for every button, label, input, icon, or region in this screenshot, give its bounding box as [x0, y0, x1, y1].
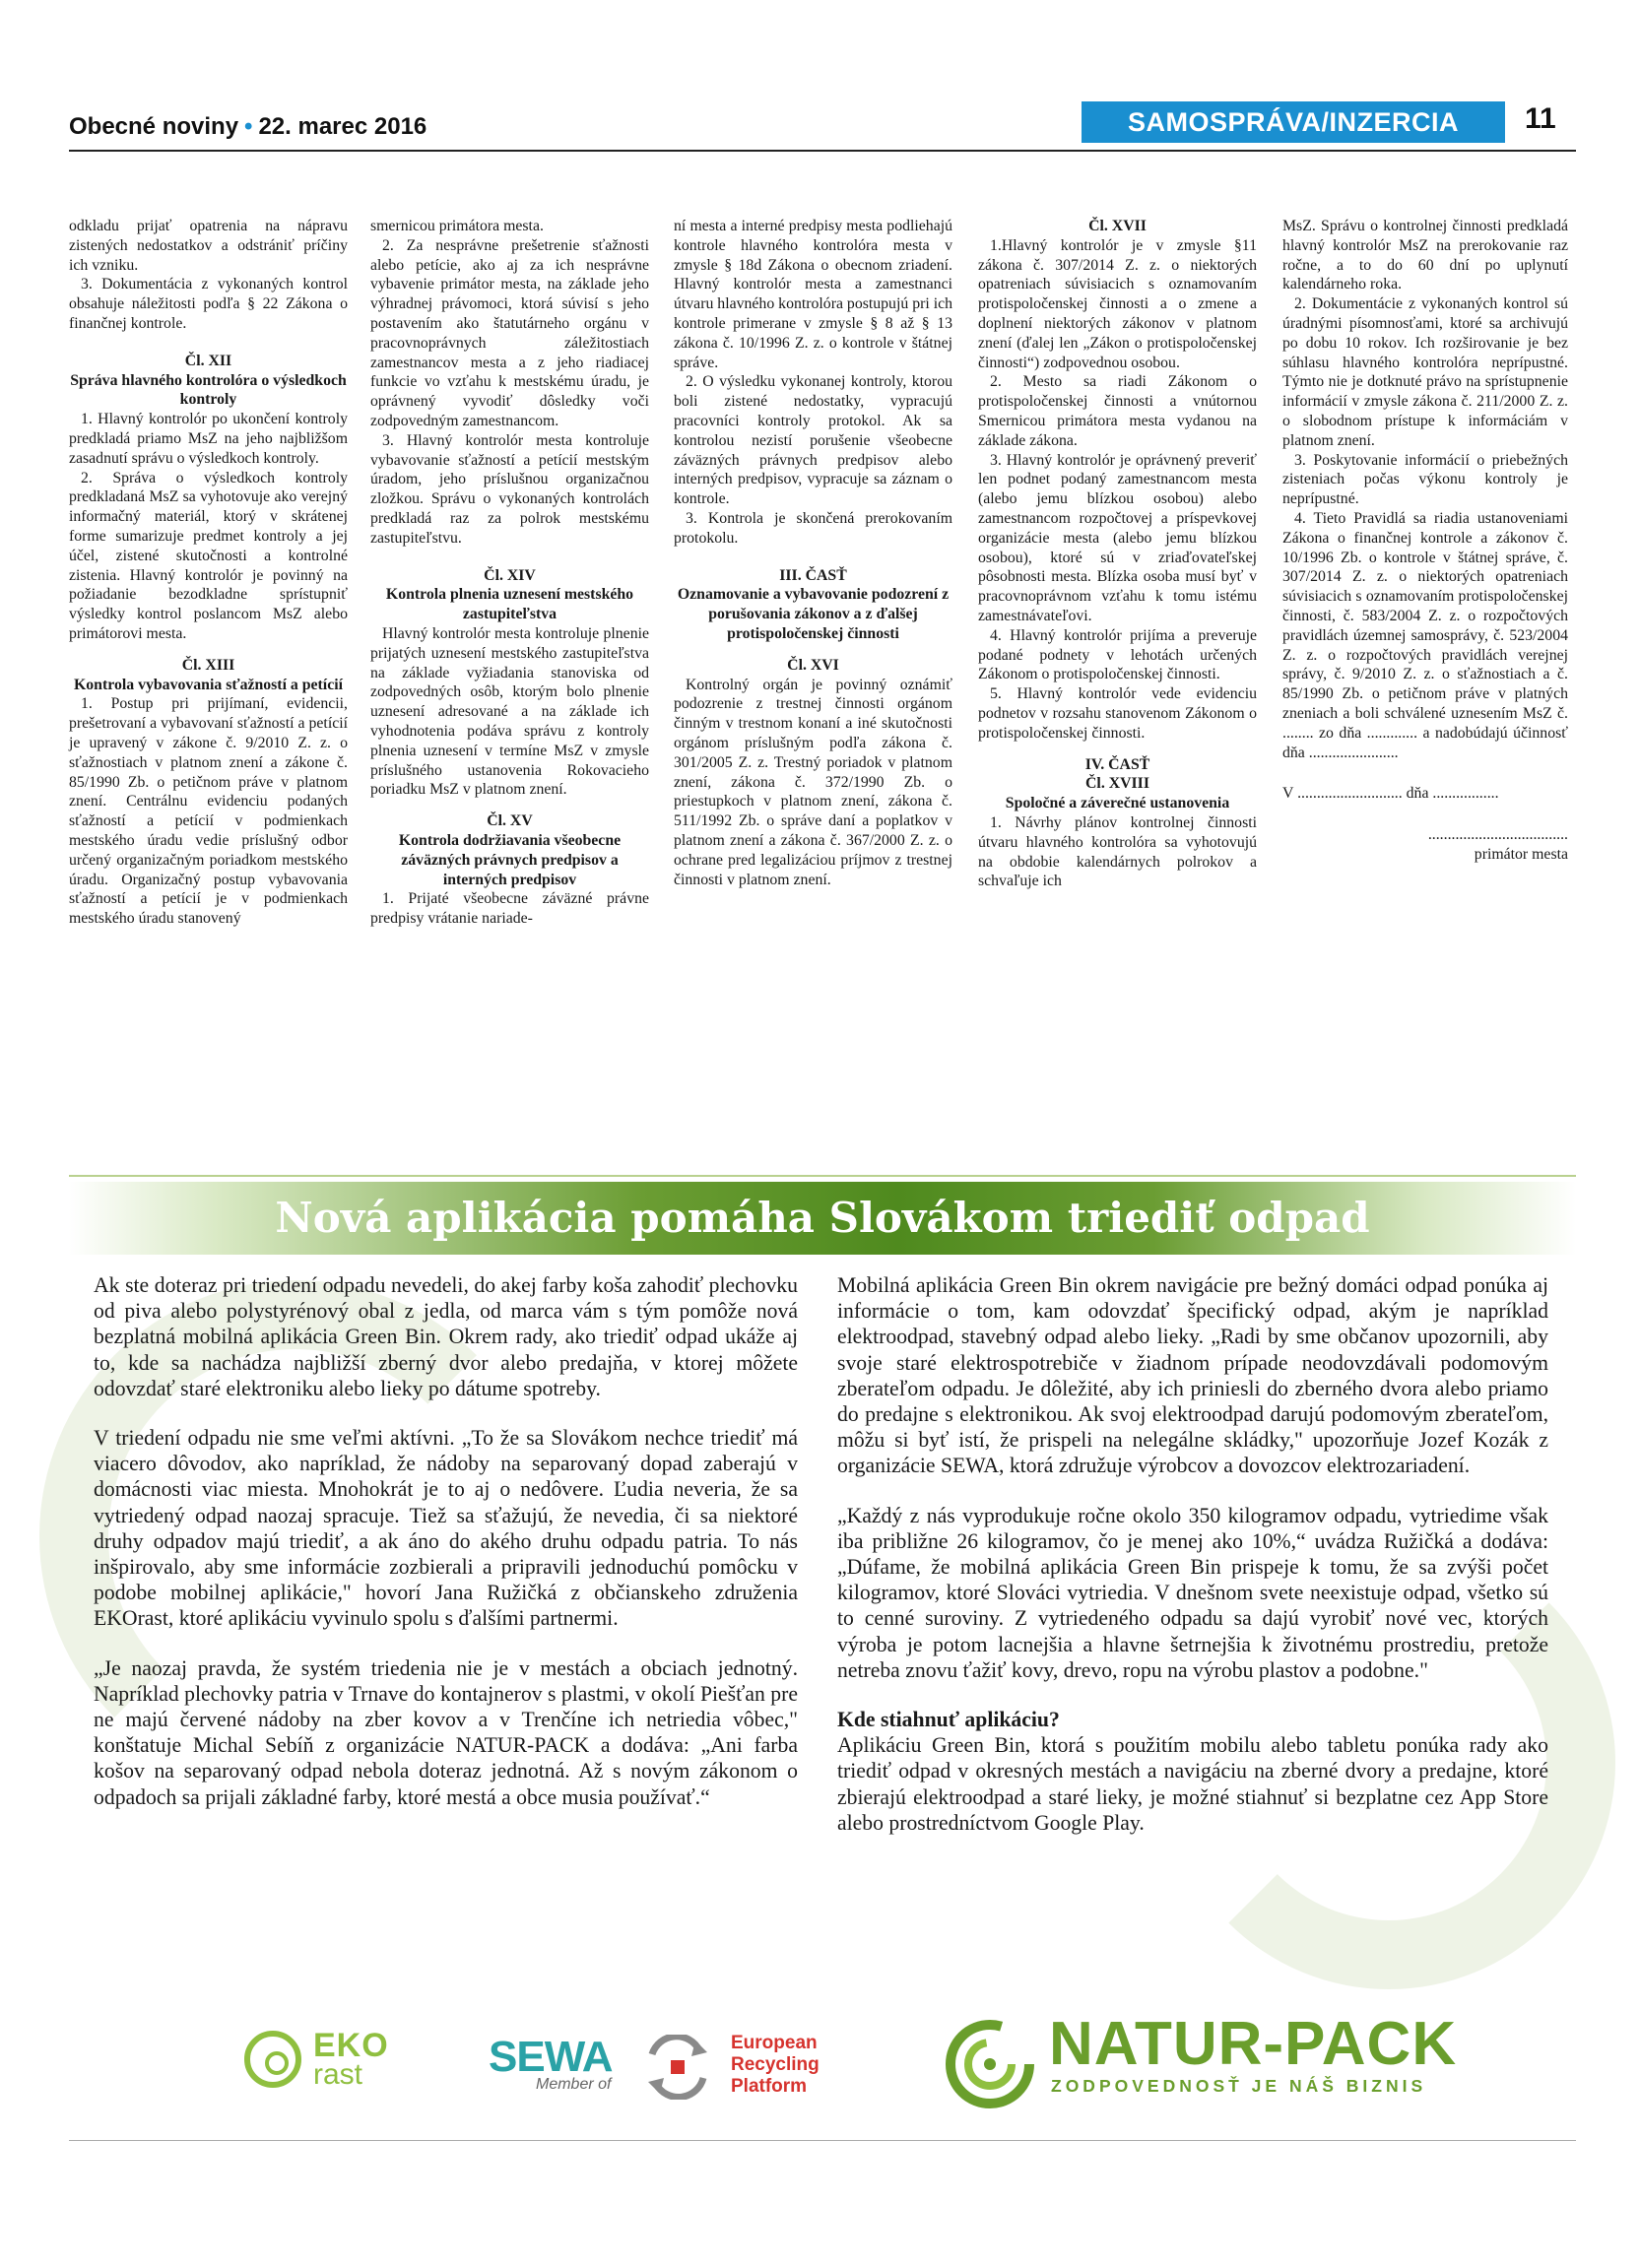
paragraph: 2. Dokumentácie z vykonaných kontrol sú úradnými písomnosťami, ktoré sa archivujú po dobu 10 rokov. Ich rozširovanie je bez súhlasu hlavného kontrolóra neprípustné. Týmto nie je dotknuté právo na sprístupnenie informácií v zmysle zákona č. 211/2000 Z. z. o slobodnom prístupe k informáciám v platnom znení.	[1282, 295, 1568, 449]
ekorast-ring-icon	[244, 2031, 301, 2088]
part-heading: III. ČASŤ	[779, 566, 847, 584]
erp-logo	[642, 2035, 839, 2104]
signature-place-date: V ........................... dňa .................	[1282, 785, 1499, 803]
paragraph: 4. Hlavný kontrolór prijíma a preveruje podané podnety v lehotách určených Zákonom o protispoločenskej činnosti.	[978, 626, 1257, 683]
paragraph: 1. Postup pri prijímaní, evidencii, prešetrovaní a vybavovaní sťažností a petícií je upravený v zákone č. 9/2010 Z. z. o sťažnostiach v platnom znení a zákone č. 85/1990 Zb. o petičnom práve v platnom znení. Centrálnu evidenciu podaných sťažností a petícií v podmienkach mestského úradu vedie príslušný odbor určený organizačným poriadkom mestského úradu. Organizačný postup vybavovania sťažností a petícií je v podmienkach mestského úradu stanovený	[69, 695, 348, 928]
paragraph: 1.Hlavný kontrolór je v zmysle §11 zákona č. 307/2014 Z. z. o niektorých opatreniach súvisiacich s oznamovaním protispoločenskej činnosti a o zmene a doplnení niektorých zákonov v platnom znení (ďalej len „Zákon o protispoločenskej činnosti“) zodpovednou osobou.	[978, 236, 1257, 371]
publication-name: Obecné noviny	[69, 113, 239, 140]
paragraph: 3. Hlavný kontrolór je oprávnený preveriť len podnet podaný zamestnancom mesta (alebo jemu blízkou osobou) alebo zamestnancom rozpočtovej a príspevkovej organizácie mesta (alebo jemu blízkou osobou), ktoré sú v zriaďovateľskej pôsobnosti mesta. Blízka osoba musí byť v pracovnoprávnom vzťahu k tomu istému zamestnávateľovi.	[978, 451, 1257, 624]
naturpack-tagline: ZODPOVEDNOSŤ JE NÁŠ BIZNIS	[1051, 2076, 1427, 2096]
naturpack-logo	[941, 2010, 1458, 2113]
sewa-logo	[489, 2033, 636, 2102]
ekorast-logo-subtext: rast	[313, 2058, 363, 2091]
paragraph: 2. Mesto sa riadi Zákonom o protispoločenskej činnosti a vnútornou Smernicou primátora mesta vydanou na základe zákona.	[978, 373, 1257, 449]
paragraph: ní mesta a interné predpisy mesta podliehajú kontrole hlavného kontrolóra mesta v zmysle § 18d Zákona o obecnom zriadení. Hlavný kontrolór mesta a zamestnanci útvaru hlavného kontrolóra postupujú pri ich kontrole primerane v zmysle § 8 až § 13 zákona č. 10/1996 Z. z. o kontrole v štátnej správe.	[674, 218, 952, 371]
paragraph: Hlavný kontrolór mesta kontroluje plnenie prijatých uznesení mestského zastupiteľstva na základe vyžiadania stanoviska od zodpovedných osôb, ktorým bolo plnenie uznesení adresované a na základe ich vyhodnotenia podáva správu z kontroly plnenia uznesení v termíne MsZ v zmysle príslušného ustanovenia Rokovacieho poriadku MsZ v platnom znení.	[370, 624, 649, 799]
paragraph: 2. Správa o výsledkoch kontroly predkladaná MsZ sa vyhotovuje ako verejný informačný materiál, ktorý v skrátenej forme sumarizuje predmet kontroly a jej účel, zistené skutočnosti a kontrolné zistenia. Hlavný kontrolór je povinný na požiadanie bezodkladne sprístupniť výsledky kontrol poslancom MsZ alebo primátorovi mesta.	[69, 469, 348, 642]
signature-line: ....................................	[1427, 826, 1568, 844]
article-heading: Čl. XIV	[484, 566, 536, 584]
article-subheading: Spoločné a záverečné ustanovenia	[1005, 795, 1230, 812]
article-heading: Čl. XVIII	[1085, 775, 1149, 793]
article-paragraph: Mobilná aplikácia Green Bin okrem navigácie pre bežný domáci odpad ponúka aj informácie o tom, kam odovzdať špecifický odpad, akým je napríklad elektroodpad, stavebný odpad alebo lieky. „Radi by sme občanov upozornili, aby svoje staré elektrospotrebiče v žiadnom prípade neodovzdávali podomovým zberateľom odpadu. Je dôležité, aby ich priniesli do zberného dvora alebo priamo do predajne s elektronikou. Ak svoj elektroodpad darujú podomovým zberateľom, môžu si byť istí, že prispeli na nelegálne skládky," upozorňuje Jozef Kozák z organizácie SEWA, ktorá združuje výrobcov a dovozcov elektrozariadení.	[837, 1273, 1548, 1478]
paragraph: 3. Kontrola je skončená prerokovaním protokolu.	[674, 509, 952, 547]
paragraph: MsZ. Správu o kontrolnej činnosti predkladá hlavný kontrolór MsZ na prerokovanie raz ročne, a to do 60 dní po uplynutí kalendárneho roka.	[1282, 218, 1568, 293]
article-subheading: Kontrola plnenia uznesení mestského zastupiteľstva	[385, 586, 634, 623]
article-column-right	[837, 1272, 1548, 1836]
article-subheading: Kontrola dodržiavania všeobecne záväzných právnych predpisov a interných predpisov	[398, 831, 622, 888]
article-paragraph: „Každý z nás vyprodukuje ročne okolo 350 kilogramov odpadu, vytriedime však iba približne 26 kilogramov, čo je menej ako 10%,“ uvádza Ružičká a dodáva: „Dúfame, že mobilná aplikácia Green Bin prispeje k tomu, že sa zvýši počet kilogramov, ktoré Slováci vytriedia. V dnešnom svete neexistuje odpad, všetko sú to cenné suroviny. Z vytriedeného odpadu sa dajú vyrobiť nové vec, ktorých výroba je potom lacnejšia a hlavne šetrnejšia k životnému prostrediu, pretože netreba znovu ťažiť kovy, drevo, ropu na výrobu plastov a podobne."	[837, 1503, 1548, 1682]
footer-divider	[69, 2140, 1576, 2141]
issue-date: 22. marec 2016	[258, 113, 427, 140]
sewa-member-text: Member of	[536, 2076, 612, 2093]
naturpack-swirl-icon	[941, 2015, 1039, 2113]
article-heading: Čl. XIII	[181, 656, 235, 674]
paragraph: 3. Hlavný kontrolór mesta kontroluje vybavovanie sťažností a petícií mestským úradom, jeho príslušnou organizačnou zložkou. Správu o vykonaných kontrolách predkladá raz za polrok mestskému zastupiteľstvu.	[370, 431, 649, 547]
recycling-arrows-icon	[642, 2035, 713, 2100]
article-heading: Čl. XII	[184, 352, 232, 369]
erp-line: Recycling	[731, 2054, 820, 2075]
paragraph: 2. Za nesprávne prešetrenie sťažnosti alebo petície, ako aj za ich nesprávne vybavenie primátor mesta, na základe jeho výhradnej právomoci, ktorá súvisí s jeho postavením ako štatutárneho orgánu v pracovnoprávnych záležitostiach zamestnancov mesta a z jeho riadiacej funkcie vo vzťahu k mestskému úradu, je oprávnený vyvodiť dôsledky voči zodpovedným zamestnancom.	[370, 236, 649, 429]
paragraph: 2. O výsledku vykonanej kontroly, ktorou boli zistené nedostatky, vypracujú pracovníci kontroly protokol. Ak sa kontrolou nezistí porušenie všeobecne záväzných právnych predpisov alebo interných predpisov, vypracuje sa záznam o kontrole.	[674, 373, 952, 508]
article-subheading: Správa hlavného kontrolóra o výsledkoch kontroly	[70, 371, 347, 409]
article-title: Nová aplikácia pomáha Slovákom triediť odpad	[275, 1194, 1370, 1242]
paragraph: 4. Tieto Pravidlá sa riadia ustanoveniami Zákona o finančnej kontrole a zákonov č. 10/1996 Zb. o kontrole v štátnej správe, č. 307/2014 Z. z. o niektorých opatreniach súvisiacich s oznamovaním protispoločenskej činnosti, č. 583/2004 Z. z. o rozpočtových pravidlách územnej samosprávy, č. 523/2004 Z. z. o rozpočtových pravidlách verejnej správy, č. 9/2010 Z. z. o sťažnostiach a č. 85/1990 Zb. o petičnom práve v platných zneniach a boli schválené uznesením MsZ č. ........ zo dňa ............. a nadobúdajú účinnosť dňa .......................	[1282, 509, 1568, 761]
ekorast-logo	[244, 2027, 402, 2100]
section-tag: SAMOSPRÁVA/INZERCIA	[1082, 101, 1505, 143]
paragraph: 3. Dokumentácia z vykonaných kontrol obsahuje náležitosti podľa § 22 Zákona o finančnej kontrole.	[69, 276, 348, 332]
article-subheading: Kde stiahnuť aplikáciu?	[837, 1708, 1060, 1732]
legal-column-3	[674, 217, 952, 889]
article-paragraph: Aplikáciu Green Bin, ktorá s použitím mobilu alebo tabletu ponúka rady ako triediť odpad v okresných mestách a navigáciu na zberné dvory a predajne, ktoré zbierajú elektroodpad a staré lieky, je možné stiahnuť si bezplatne cez App Store alebo prostredníctvom Google Play.	[837, 1733, 1548, 1835]
paragraph: odkladu prijať opatrenia na nápravu zistených nedostatkov a odstrániť príčiny ich vzniku.	[69, 218, 348, 274]
signature-caption: primátor mesta	[1474, 845, 1568, 863]
erp-line: Platform	[731, 2076, 808, 2097]
article-top-rule	[69, 1175, 1576, 1177]
erp-line: European	[731, 2033, 818, 2053]
article-heading: Čl. XV	[487, 812, 533, 830]
article-paragraph: V triedení odpadu nie sme veľmi aktívni. „To že sa Slovákom nechce triediť má viacero dôvodov, ako napríklad, že nádoby na separovaný dopad zaberajú v domácnosti viac miesta. Mnohokrát je to aj o nedôvere. Ľudia neveria, že sa vytriedený odpad naozaj spracuje. Tiež sa sťažujú, že nevedia, či sa niektoré druhy odpadov majú triediť, a ak áno do akého druhu odpadu patria. To nás inšpirovalo, aby sme informácie zozbierali a pripravili jednoduchú pomôcku v podobe mobilnej aplikácie," hovorí Jana Ružičká z občianskeho združenia EKOrast, ktoré aplikáciu vyvinulo spolu s ďalšími partnermi.	[94, 1426, 798, 1631]
separator-dot: •	[244, 113, 253, 140]
page-number: 11	[1525, 102, 1556, 135]
article-subheading: Kontrola vybavovania sťažností a petícií	[74, 676, 343, 693]
article-paragraph: Ak ste doteraz pri triedení odpadu nevedeli, do akej farby koša zahodiť plechovku od piva alebo polystyrénový obal z jedla, od marca vám s tým pomôže nová bezplatná mobilná aplikácia Green Bin. Okrem rady, ako triediť odpad ukáže aj to, kde sa nachádza najbližší zberný dvor alebo predajňa, v ktorej môžete odovzdať staré elektroniku alebo lieky po dátume spotreby.	[94, 1273, 798, 1400]
paragraph: Kontrolný orgán je povinný oznámiť podozrenie z trestnej činnosti orgánom činným v trestnom konaní a iné skutočnosti orgánom príslušným podľa zákona č. 301/2005 Z. z. Trestný poriadok v platnom znení, zákona č. 372/1990 Zb. o priestupkoch v platnom znení, zákona č. 511/1992 Zb. o správe daní a poplatkov v platnom znení a zákona č. 367/2000 Z. z. o ochrane pred legalizáciou príjmov z trestnej činnosti v platnom znení.	[674, 676, 952, 888]
paragraph: 1. Návrhy plánov kontrolnej činnosti útvaru hlavného kontrolóra sa vyhotovujú na obdobie kalendárnych polrokov a schvaľuje ich	[978, 813, 1257, 890]
spacer	[370, 549, 649, 566]
spacer	[674, 549, 952, 566]
header-divider	[69, 150, 1576, 152]
article-heading: Čl. XVII	[1088, 218, 1147, 234]
paragraph: 1. Prijaté všeobecne záväzné právne predpisy vrátanie nariade-	[370, 890, 649, 928]
legal-column-4	[978, 217, 1257, 891]
naturpack-logo-text: NATUR-PACK	[1049, 2010, 1458, 2078]
legal-column-2	[370, 217, 649, 929]
paragraph: smernicou primátora mesta.	[370, 218, 544, 234]
article-paragraph: „Je naozaj pravda, že systém triedenia nie je v mestách a obciach jednotný. Napríklad plechovky patria v Trnave do kontajnerov s plastmi, v okolí Piešťan pre ne majú červené nádoby na zber kovov a v Trenčíne ich netriedia vôbec," konštatuje Michal Sebíň z organizácie NATUR-PACK a dodáva: „Ani farba košov na separovaný odpad nebola doteraz jednotná. Až s novým zákonom o odpadoch sa prijali základné farby, ktoré mestá a obce musia používať.“	[94, 1655, 798, 1809]
legal-column-5	[1282, 217, 1568, 865]
paragraph: 3. Poskytovanie informácií o priebežných zisteniach počas výkonu kontroly je neprípustné.	[1282, 451, 1568, 508]
spacer	[69, 334, 348, 352]
erp-logo-text	[731, 2033, 820, 2098]
paragraph: 5. Hlavný kontrolór vede evidenciu podnetov v rozsahu stanovenom Zákonom o protispoločenskej činnosti.	[978, 685, 1257, 742]
paragraph: 1. Hlavný kontrolór po ukončení kontroly predkladá priamo MsZ na jeho najbližšom zasadnutí správu o výsledkoch kontroly.	[69, 411, 348, 467]
part-subheading: Oznamovanie a vybavovanie podozrení z porušovania zákonov a z ďalšej protispoločenskej činnosti	[677, 586, 950, 642]
ekorast-logo-text: EKO	[313, 2027, 389, 2064]
article-heading: Čl. XVI	[787, 656, 839, 674]
part-heading: IV. ČASŤ	[1084, 755, 1150, 773]
legal-column-1	[69, 217, 348, 929]
sewa-logo-text: SEWA	[489, 2033, 613, 2081]
masthead	[69, 113, 426, 141]
article-column-left	[94, 1272, 798, 1834]
